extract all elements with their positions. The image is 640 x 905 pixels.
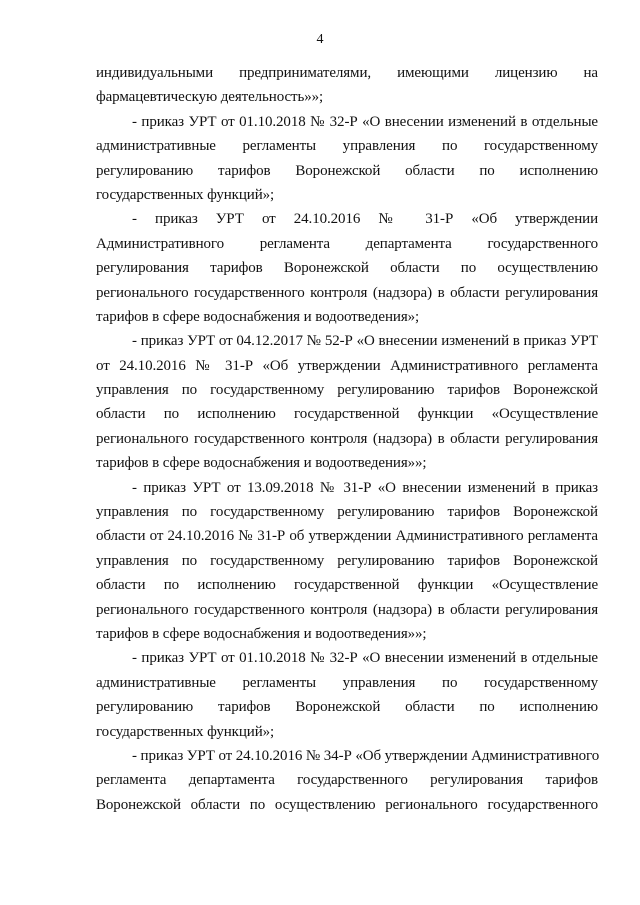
text-line: государственных функций»; <box>96 723 275 740</box>
text-line: индивидуальными предпринимателями, имеющими лицензию на <box>96 65 598 81</box>
text-line: - приказ УРТ от 24.10.2016 № 31-Р «Об утверждении <box>132 211 598 228</box>
text-line: области по исполнению государственной функции «Осуществление <box>96 406 598 423</box>
text-line: тарифов в сфере водоснабжения и водоотведения»; <box>96 308 420 325</box>
text-line: - приказ УРТ от 01.10.2018 № 32-Р «О внесении изменений в отдельные <box>132 113 598 130</box>
text-line: фармацевтическую деятельность»»; <box>96 89 324 106</box>
text-line: управления по государственному регулированию тарифов Воронежской <box>96 382 598 399</box>
text-line: административные регламенты управления по государственному <box>96 138 598 155</box>
text-line: регионального государственного контроля (надзора) в области регулирования <box>96 601 598 618</box>
text-line: управления по государственному регулированию тарифов Воронежской <box>96 552 598 569</box>
text-line: регионального государственного контроля (надзора) в области регулирования <box>96 430 598 447</box>
text-line: - приказ УРТ от 24.10.2016 № 34-Р «Об утверждении Административного <box>132 747 600 764</box>
text-line: области по исполнению государственной функции «Осуществление <box>96 577 598 594</box>
text-line: тарифов в сфере водоснабжения и водоотведения»»; <box>96 625 427 642</box>
text-line: - приказ УРТ от 13.09.2018 № 31-Р «О внесении изменений в приказ <box>132 479 598 496</box>
text-line: государственных функций»; <box>96 186 275 203</box>
text-line: Воронежской области по осуществлению регионального государственного <box>96 796 598 813</box>
page-number: 4 <box>316 32 324 47</box>
text-line: тарифов в сфере водоснабжения и водоотведения»»; <box>96 455 427 472</box>
text-line: регламента департамента государственного регулирования тарифов <box>96 772 598 789</box>
text-line: Административного регламента департамента государственного <box>96 235 598 252</box>
text-line: регулирования тарифов Воронежской области по осуществлению <box>96 260 598 277</box>
text-line: регулированию тарифов Воронежской области по исполнению <box>96 699 598 716</box>
text-line: от 24.10.2016 № 31-Р «Об утверждении Административного регламента <box>96 357 598 374</box>
text-line: административные регламенты управления по государственному <box>96 674 598 691</box>
text-line: регионального государственного контроля (надзора) в области регулирования <box>96 284 598 301</box>
text-line: управления по государственному регулированию тарифов Воронежской <box>96 504 598 521</box>
document-body <box>96 61 598 817</box>
text-line: - приказ УРТ от 04.12.2017 № 52-Р «О внесении изменений в приказ УРТ <box>132 333 598 350</box>
text-line: области от 24.10.2016 № 31-Р об утверждении Административного регламента <box>96 528 598 545</box>
text-line: регулированию тарифов Воронежской области по исполнению <box>96 162 598 179</box>
text-line: - приказ УРТ от 01.10.2018 № 32-Р «О внесении изменений в отдельные <box>132 650 598 667</box>
